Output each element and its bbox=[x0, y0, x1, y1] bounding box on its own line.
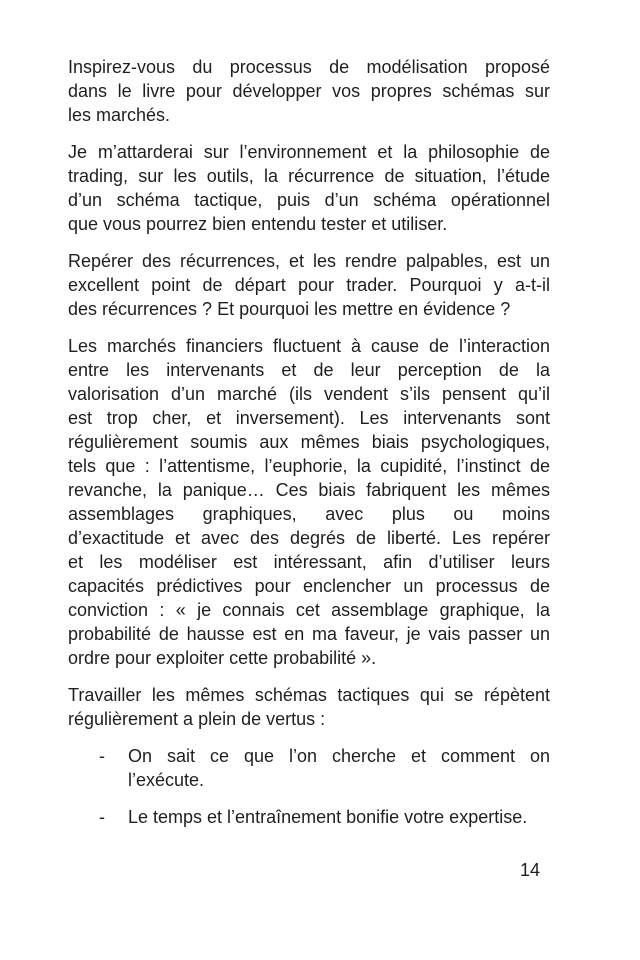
bullet-content bbox=[128, 805, 550, 829]
text-line: est trop cher, et inversement). Les intervenants sont bbox=[68, 408, 550, 428]
bullet-marker: - bbox=[99, 807, 105, 827]
text-line: régulièrement soumis aux mêmes biais psychologiques, bbox=[68, 432, 550, 452]
text-line: conviction : « je connais cet assemblage graphique, la bbox=[68, 600, 550, 620]
text-line: On sait ce que l’on cherche et comment on bbox=[128, 746, 550, 766]
text-line: ordre pour exploiter cette probabilité ». bbox=[68, 648, 377, 668]
bullet-content bbox=[128, 744, 550, 792]
text-line: et les modéliser est intéressant, afin d’utiliser leurs bbox=[68, 552, 550, 572]
text-line: trading, sur les outils, la récurrence de situation, l’étude bbox=[68, 166, 550, 186]
text-line: l’exécute. bbox=[128, 770, 205, 790]
text-line: régulièrement a plein de vertus : bbox=[68, 709, 326, 729]
paragraph bbox=[68, 249, 550, 321]
text-line: dans le livre pour développer vos propres schémas sur bbox=[68, 81, 550, 101]
text-line: valorisation d’un marché (ils vendent s’ils pensent qu’il bbox=[68, 384, 550, 404]
bullet-marker: - bbox=[99, 746, 105, 766]
bullet-item bbox=[68, 805, 550, 829]
text-line: Le temps et l’entraînement bonifie votre expertise. bbox=[128, 807, 528, 827]
text-line: assemblages graphiques, avec plus ou moins bbox=[68, 504, 550, 524]
text-line: capacités prédictives pour enclencher un processus de bbox=[68, 576, 550, 596]
text-line: Inspirez-vous du processus de modélisation proposé bbox=[68, 57, 550, 77]
paragraph bbox=[68, 334, 550, 670]
text-line: Travailler les mêmes schémas tactiques qui se répètent bbox=[68, 685, 550, 705]
paragraph bbox=[68, 683, 550, 731]
text-line: que vous pourrez bien entendu tester et utiliser. bbox=[68, 214, 448, 234]
text-line: probabilité de hausse est en ma faveur, je vais passer un bbox=[68, 624, 550, 644]
text-line: les marchés. bbox=[68, 105, 171, 125]
page-body bbox=[68, 55, 550, 829]
bullet-item bbox=[68, 744, 550, 792]
text-line: excellent point de départ pour trader. Pourquoi y a-t-il bbox=[68, 275, 550, 295]
text-line: Je m’attarderai sur l’environnement et la philosophie de bbox=[68, 142, 550, 162]
paragraph bbox=[68, 140, 550, 236]
text-line: tels que : l’attentisme, l’euphorie, la cupidité, l’instinct de bbox=[68, 456, 550, 476]
page-number: 14 bbox=[519, 860, 540, 880]
paragraph bbox=[68, 55, 550, 127]
text-line: revanche, la panique… Ces biais fabriquent les mêmes bbox=[68, 480, 550, 500]
text-line: d’exactitude et avec des degrés de liberté. Les repérer bbox=[68, 528, 550, 548]
text-line: entre les intervenants et de leur perception de la bbox=[68, 360, 550, 380]
text-line: d’un schéma tactique, puis d’un schéma opérationnel bbox=[68, 190, 550, 210]
text-line: Repérer des récurrences, et les rendre palpables, est un bbox=[68, 251, 550, 271]
text-line: des récurrences ? Et pourquoi les mettre en évidence ? bbox=[68, 299, 511, 319]
text-line: Les marchés financiers fluctuent à cause de l’interaction bbox=[68, 336, 550, 356]
